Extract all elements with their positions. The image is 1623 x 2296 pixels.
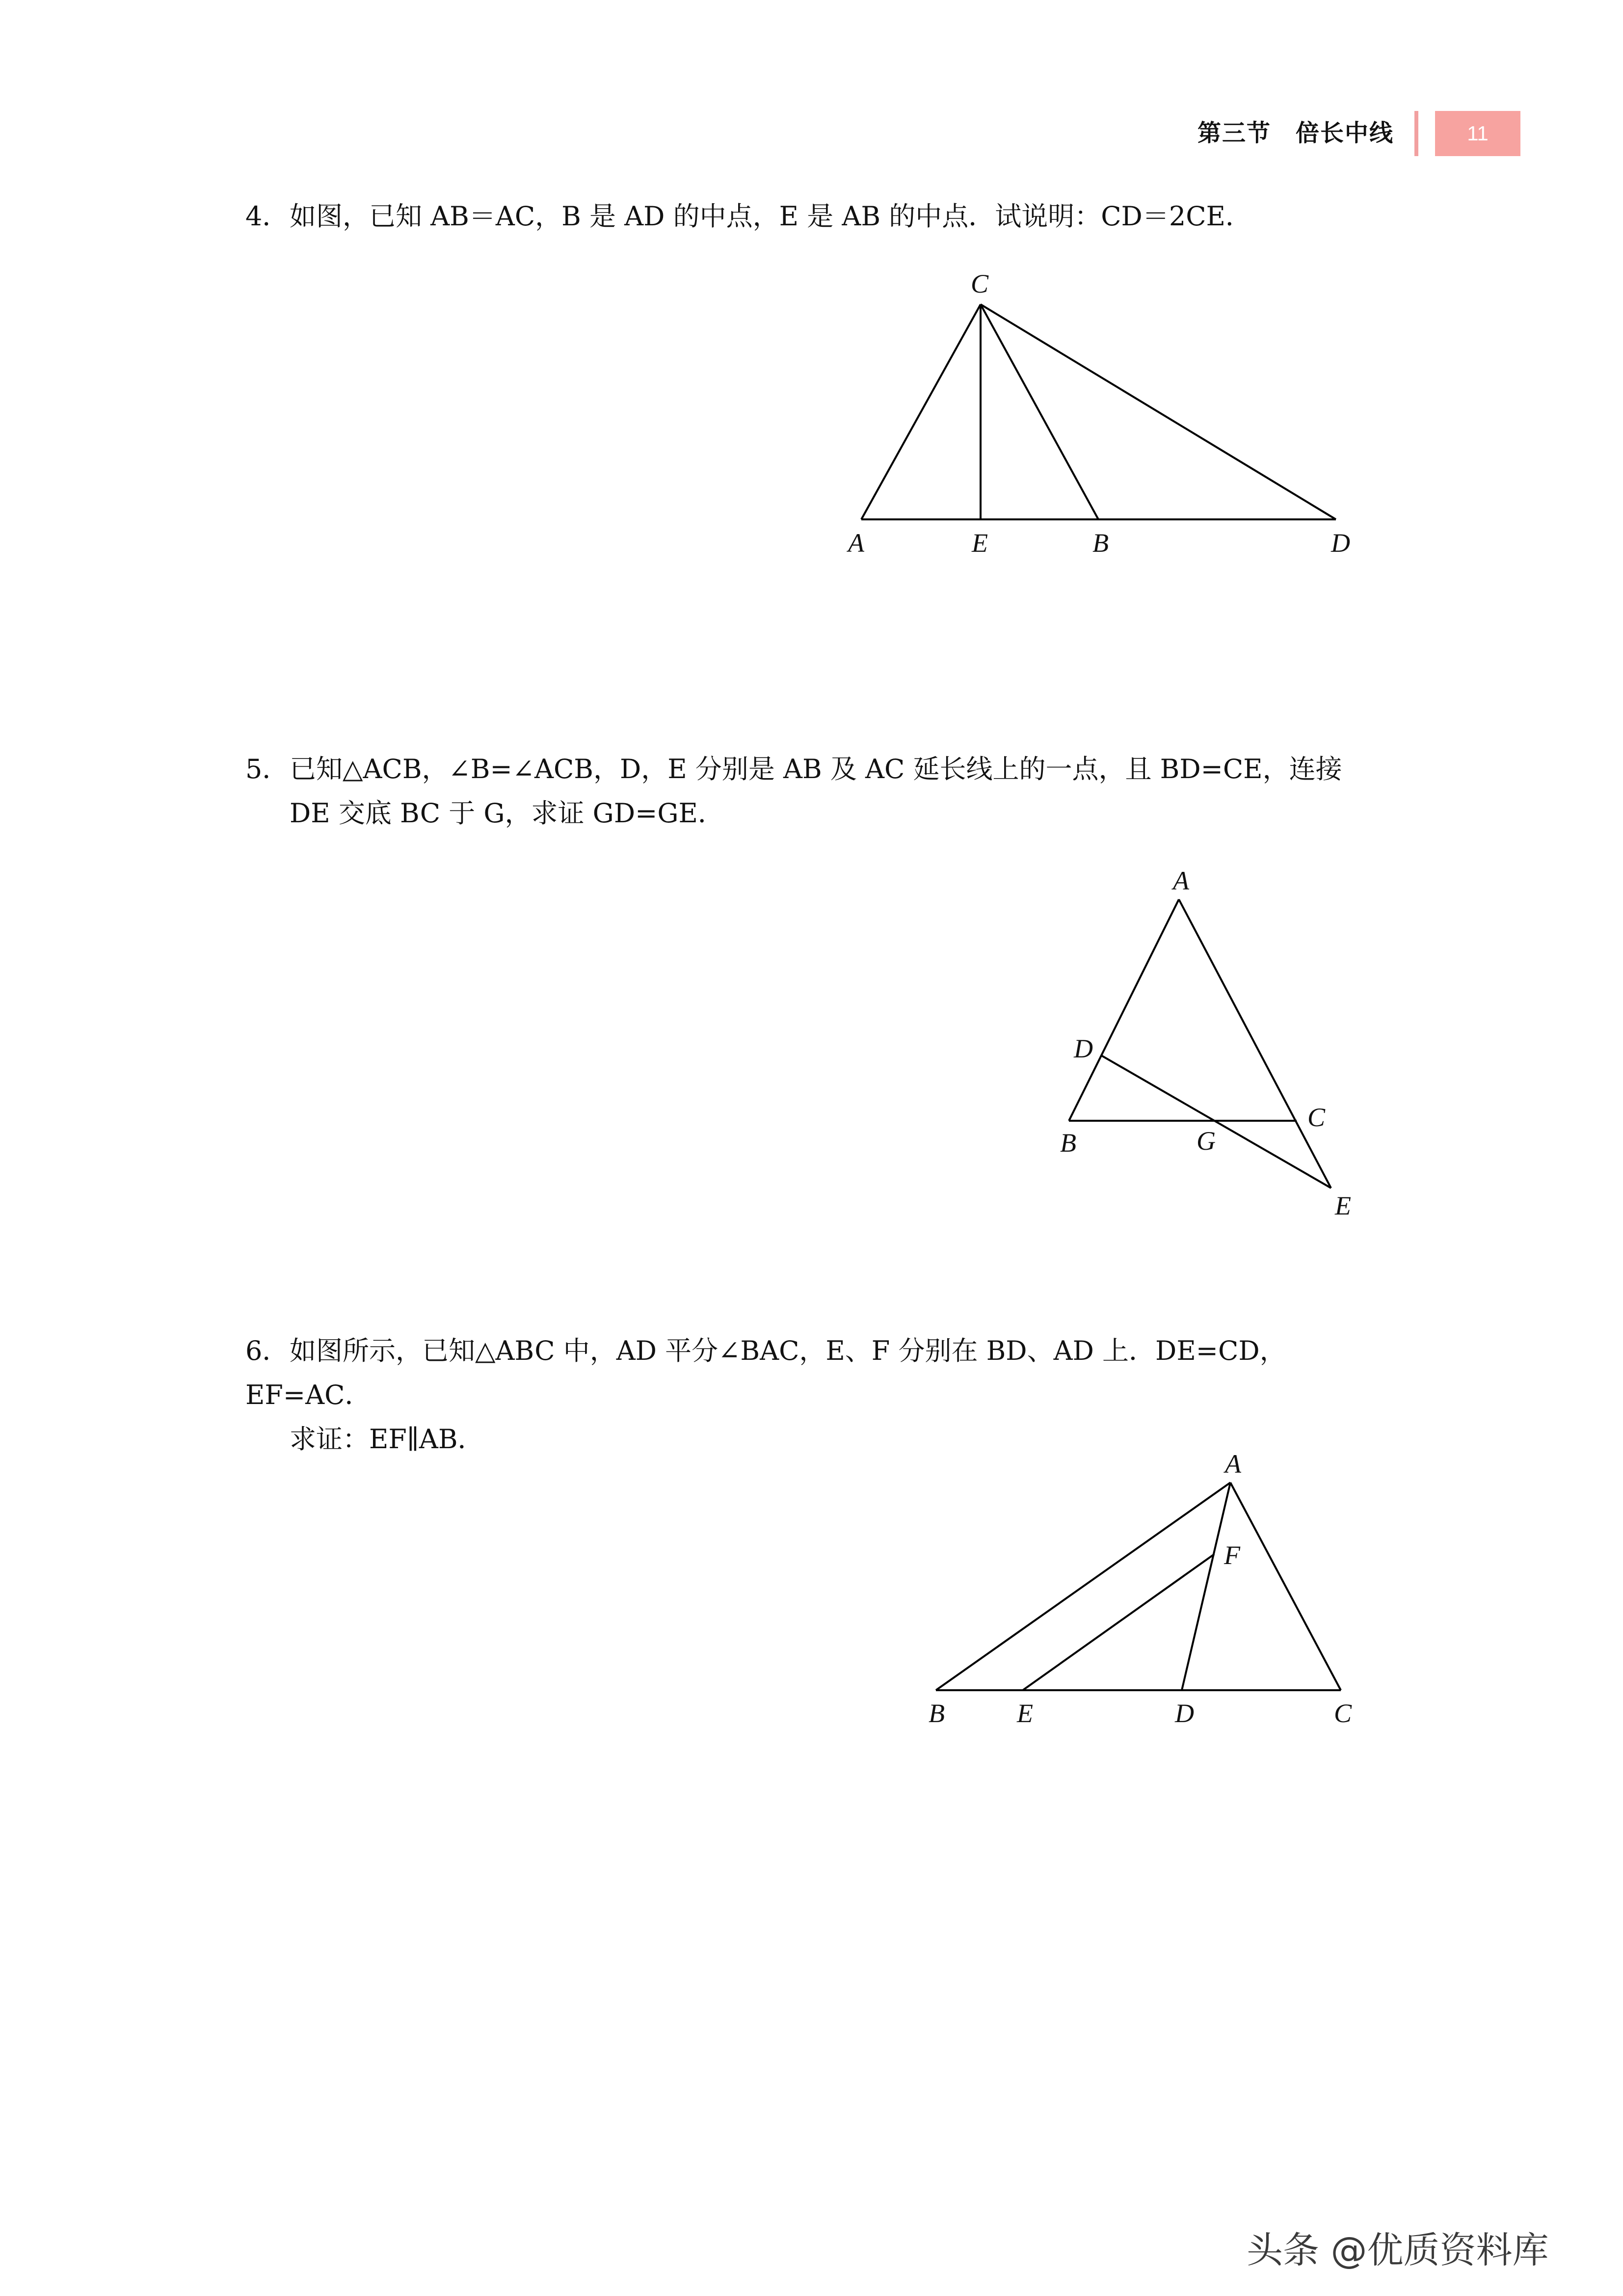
problem-text: 如图，已知 AB＝AC，B 是 AD 的中点，E 是 AB 的中点．试说明：CD＝2CE． xyxy=(290,201,1252,232)
segment-ad xyxy=(1182,1483,1230,1690)
segment-ef xyxy=(1023,1554,1214,1690)
problem-number: 5． xyxy=(245,754,289,784)
problem-text-line-2: DE 交底 BC 于 G，求证 GD=GE． xyxy=(290,798,724,829)
label-a: A xyxy=(1225,1449,1241,1479)
label-a: A xyxy=(848,528,864,558)
segment-ab xyxy=(936,1483,1230,1690)
label-d: D xyxy=(1074,1034,1093,1063)
section-label: 第三节 xyxy=(1197,119,1271,147)
problem-number: 4． xyxy=(245,201,289,232)
label-e: E xyxy=(972,528,988,558)
page-number-badge: 11 xyxy=(1435,111,1520,156)
label-b: B xyxy=(929,1699,945,1728)
problem-text-line-1: 如图所示，已知△ABC 中，AD 平分∠BAC，E、F 分别在 BD、AD 上．DE=CD，EF=AC． xyxy=(245,1335,1286,1410)
label-c: C xyxy=(1334,1699,1352,1728)
watermark: 头条 @优质资料库 xyxy=(1247,2229,1549,2271)
label-b: B xyxy=(1092,528,1109,558)
label-c: C xyxy=(971,269,989,298)
label-a: A xyxy=(1173,866,1189,895)
label-g: G xyxy=(1197,1126,1216,1156)
label-d: D xyxy=(1175,1699,1194,1728)
label-e: E xyxy=(1335,1191,1351,1220)
chapter-title: 倍长中线 xyxy=(1295,119,1394,147)
segment-ac xyxy=(1230,1483,1341,1690)
label-f: F xyxy=(1224,1540,1240,1570)
label-c: C xyxy=(1307,1103,1326,1132)
problem-text-line-1: 已知△ACB，∠B=∠ACB，D，E 分别是 AB 及 AC 延长线上的一点，且 BD=CE，连接 xyxy=(290,754,1342,784)
problem-number: 6． xyxy=(245,1335,289,1366)
label-e: E xyxy=(1017,1699,1033,1728)
label-d: D xyxy=(1331,528,1350,558)
label-b: B xyxy=(1060,1128,1076,1158)
problem-text-line-2: 求证：EF∥AB． xyxy=(290,1424,484,1455)
